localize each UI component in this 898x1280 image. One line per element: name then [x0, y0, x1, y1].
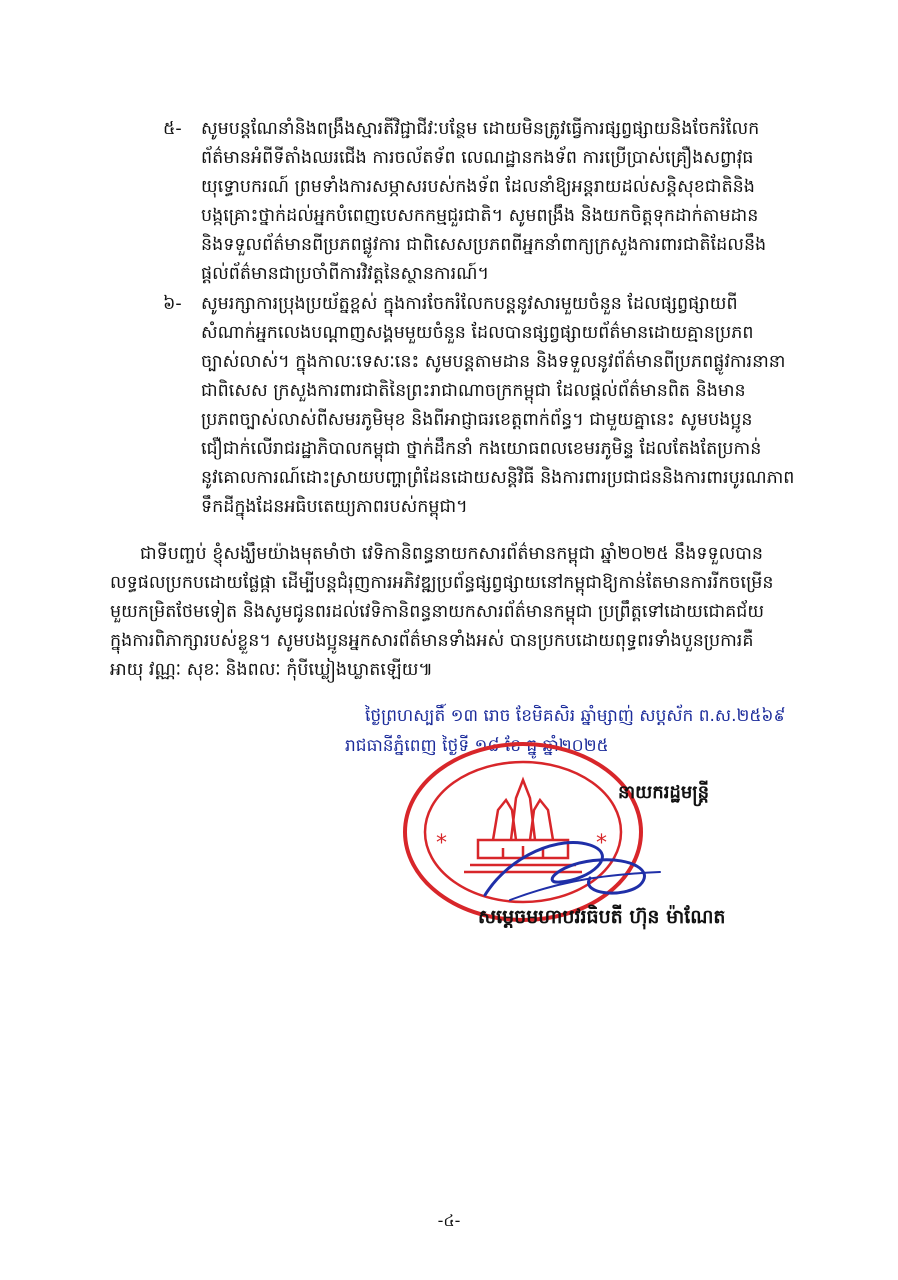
item-number: ៦- [163, 294, 182, 314]
signatory-name: សម្តេចមហាបវរធិបតី ហ៊ុន ម៉ាណែត [478, 906, 726, 928]
text-line: សូមរក្សាការប្រុងប្រយ័ត្នខ្ពស់ ក្នុងការចែករំលែកបន្តនូវសារមួយចំនួន ដែលផ្សព្វផ្សាយពី [201, 294, 738, 314]
text-line: នូវគោលការណ៍ដោះស្រាយបញ្ហាព្រំដែនដោយសន្តិវិធី និងការពារប្រជាជននិងការពារបូរណភាព [201, 468, 795, 488]
text-line: អាយុ វណ្ណៈ សុខៈ និងពលៈ កុំបីឃ្លៀងឃ្លាតឡើយ៕ [110, 660, 433, 680]
text-line: លទ្ធផលប្រកបដោយផ្លែផ្កា ដើម្បីបន្តជំរុញការអភិវឌ្ឍប្រព័ន្ធផ្សព្វផ្សាយនៅកម្ពុជាឱ្យកាន់តែមានការរីកចម្រើន [110, 573, 774, 593]
text-line: ជាពិសេស ក្រសួងការពារជាតិនៃព្រះរាជាណាចក្រកម្ពុជា ដែលផ្តល់ព័ត៌មានពិត និងមាន [201, 381, 746, 401]
text-line: មួយកម្រិតថែមទៀត និងសូមជូនពរដល់វេទិកានិពន្ធនាយកសារព័ត៌មានកម្ពុជា ប្រព្រឹត្តទៅដោយជោគជ័យ [110, 602, 765, 622]
text-line: ផ្តល់ព័ត៌មានជាប្រចាំពីការវិវត្តនៃស្ថានការណ៍។ [201, 264, 490, 284]
text-line: ជឿជាក់លើរាជរដ្ឋាភិបាលកម្ពុជា ថ្នាក់ដឹកនាំ កងយោធពលខេមរភូមិន្ទ ដែលតែងតែប្រកាន់ [201, 439, 762, 459]
item-text [201, 115, 813, 289]
text-line: បង្កគ្រោះថ្នាក់ដល់អ្នកបំពេញបេសកកម្មជួរជាតិ។ សូមពង្រឹង និងយកចិត្តទុកដាក់តាមដាន [201, 206, 759, 226]
lunar-date-line: ថ្ងៃព្រហស្បតិ៍ ១៣ រោច ខែមិគសិរ ឆ្នាំម្សាញ់ សប្តស័ក ព.ស.២៥៦៩ [365, 706, 786, 726]
text-line: ព័ត៌មានអំពីទីតាំងឈរជើង ការចល័តទ័ព លេណដ្ឋានកងទ័ព ការប្រើប្រាស់គ្រឿងសព្វាវុធ [201, 148, 754, 168]
text-line: ទឹកដីក្នុងដែនអធិបតេយ្យភាពរបស់កម្ពុជា។ [201, 497, 468, 517]
text-line: ច្បាស់លាស់។ ក្នុងកាលៈទេសៈនេះ សូមបន្តតាមដាន និងទទួលនូវព័ត៌មានពីប្រភពផ្លូវការនានា [201, 352, 786, 372]
svg-text:*: * [596, 831, 607, 856]
page-number: -៤- [437, 1211, 461, 1230]
text-line: ប្រភពច្បាស់លាស់ពីសមរភូមិមុខ និងពីអាជ្ញាធរខេត្តពាក់ព័ន្ធ។ ជាមួយគ្នានេះ សូមបងប្អូន [201, 410, 753, 430]
place-date-line: រាជធានីភ្នំពេញ ថ្ងៃទី ១៨ ខែ ធ្នូ ឆ្នាំ២០២៥ [345, 736, 609, 756]
closing-paragraph [110, 540, 815, 685]
text-line: សំណាក់អ្នកលេងបណ្តាញសង្គមមួយចំនួន ដែលបានផ្សព្វផ្សាយព័ត៌មានដោយគ្មានប្រភព [201, 323, 754, 343]
text-line: និងទទួលព័ត៌មានពីប្រភពផ្លូវការ ជាពិសេសប្រភពពីអ្នកនាំពាក្យក្រសួងការពារជាតិដែលនឹង [201, 235, 767, 255]
svg-text:*: * [436, 831, 447, 856]
item-number: ៥- [163, 119, 182, 139]
text-line: យុទ្ធោបករណ៍ ព្រមទាំងការសម្ភាសរបស់កងទ័ព ដែលនាំឱ្យអន្តរាយដល់សន្តិសុខជាតិនិង [201, 177, 755, 197]
text-line: ជាទីបញ្ចប់ ខ្ញុំសង្ឃឹមយ៉ាងមុតមាំថា វេទិកានិពន្ធនាយកសារព័ត៌មានកម្ពុជា ឆ្នាំ២០២៥ នឹងទទួលបាន [140, 544, 764, 564]
text-line: សូមបន្តណែនាំនិងពង្រឹងស្មារតីវិជ្ជាជីវៈបន្ថែម ដោយមិនត្រូវធ្វើការផ្សព្វផ្សាយនិងចែករំលែក [201, 119, 760, 139]
handwritten-signature-icon [470, 800, 670, 910]
text-line: ក្នុងការពិភាក្សារបស់ខ្លួន។ សូមបងប្អូនអ្នកសារព័ត៌មានទាំងអស់ បានប្រកបដោយពុទ្ធពរទាំងបួនប្រការគឺ [110, 631, 754, 651]
item-text [201, 290, 813, 522]
office-title: នាយករដ្ឋមន្ត្រី [618, 782, 710, 803]
